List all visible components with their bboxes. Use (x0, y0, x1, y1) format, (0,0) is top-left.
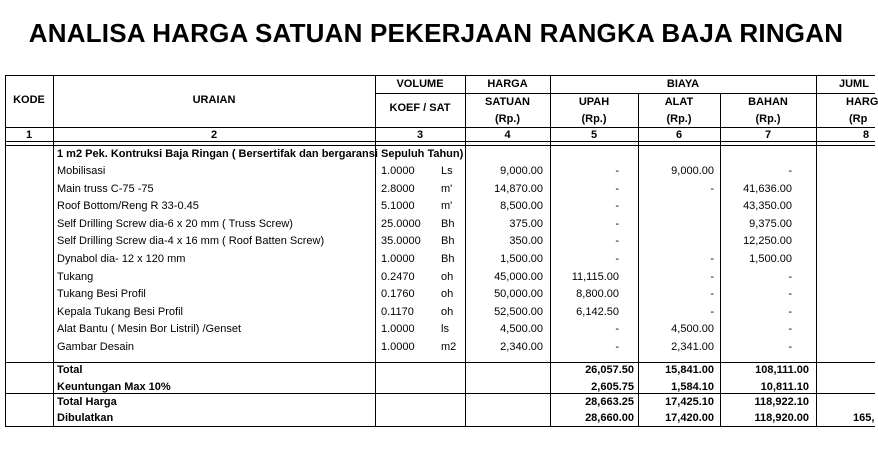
column-number: 8 (863, 129, 870, 141)
item-unit: oh (441, 271, 454, 283)
item-coefficient: 0.1760 (381, 288, 415, 300)
item-material-cost: 43,350.00 (743, 200, 792, 212)
item-equipment-cost: - (710, 288, 714, 300)
item-coefficient: 1.0000 (381, 341, 415, 353)
header-satuan: SATUAN (484, 96, 530, 108)
item-unit: oh (441, 288, 454, 300)
header-alat-rp: (Rp.) (666, 113, 692, 125)
item-coefficient: 5.1000 (381, 200, 415, 212)
item-labor-cost: - (615, 253, 619, 265)
summary-labor: 28,663.25 (585, 396, 634, 408)
item-coefficient: 25.0000 (381, 218, 421, 230)
item-coefficient: 35.0000 (381, 235, 421, 247)
item-unit: Bh (441, 218, 455, 230)
item-coefficient: 0.1170 (381, 306, 414, 318)
item-labor-cost: - (615, 200, 619, 212)
item-labor-cost: - (615, 218, 619, 230)
header-jumlah-rp: (Rp (849, 113, 868, 125)
summary-label: Keuntungan Max 10% (57, 381, 171, 393)
item-coefficient: 0.2470 (381, 271, 415, 283)
summary-labor: 26,057.50 (585, 364, 634, 376)
analysis-table (5, 75, 878, 427)
item-unit-price: 8,500.00 (500, 200, 543, 212)
item-material-cost: - (788, 306, 792, 318)
item-coefficient: 1.0000 (381, 253, 415, 265)
item-unit-price: 45,000.00 (494, 271, 543, 283)
item-unit-price: 350.00 (509, 235, 543, 247)
item-material-cost: - (788, 341, 792, 353)
item-description: Tukang Besi Profil (57, 288, 146, 300)
summary-labor: 28,660.00 (585, 412, 634, 424)
item-unit: Bh (441, 235, 455, 247)
summary-labor: 2,605.75 (591, 381, 634, 393)
item-description: Self Drilling Screw dia-4 x 16 mm ( Roof Batten Screw) (57, 235, 325, 247)
item-unit-price: 14,870.00 (494, 183, 543, 195)
item-description: Self Drilling Screw dia-6 x 20 mm ( Truss Screw) (57, 218, 293, 230)
header-harga: HARGA (487, 78, 528, 90)
item-unit-price: 52,500.00 (494, 306, 543, 318)
item-unit: Bh (441, 253, 455, 265)
item-labor-cost: 8,800.00 (576, 288, 619, 300)
header-bahan: BAHAN (748, 96, 788, 108)
item-description: Kepala Tukang Besi Profil (57, 306, 183, 318)
item-labor-cost: 11,115.00 (571, 271, 619, 283)
header-biaya: BIAYA (666, 78, 700, 90)
header-alat: ALAT (664, 96, 694, 108)
summary-material: 108,111.00 (755, 364, 809, 376)
item-material-cost: 1,500.00 (749, 253, 792, 265)
item-unit: m' (441, 200, 453, 212)
summary-total: 165, (853, 412, 875, 424)
item-unit-price: 1,500.00 (500, 253, 543, 265)
header-bahan-rp: (Rp.) (755, 113, 781, 125)
header-volume: VOLUME (396, 78, 444, 90)
item-material-cost: 12,250.00 (743, 235, 792, 247)
column-number: 2 (210, 129, 218, 141)
item-material-cost: - (788, 288, 792, 300)
item-coefficient: 1.0000 (381, 165, 415, 177)
header-jumlah: JUML (839, 78, 869, 90)
item-unit: ls (441, 323, 449, 335)
item-equipment-cost: - (710, 183, 714, 195)
item-equipment-cost: - (710, 253, 714, 265)
header-kode: KODE (13, 94, 45, 106)
summary-label: Dibulatkan (57, 412, 114, 424)
item-unit-price: 9,000.00 (500, 165, 543, 177)
header-koef-sat: KOEF / SAT (389, 102, 451, 114)
item-equipment-cost: 2,341.00 (671, 341, 714, 353)
header-upah: UPAH (578, 96, 610, 108)
item-unit: m' (441, 183, 453, 195)
column-number: 1 (25, 129, 33, 141)
item-labor-cost: - (615, 235, 619, 247)
item-description: Dynabol dia- 12 x 120 mm (57, 253, 186, 265)
column-number: 5 (590, 129, 598, 141)
item-equipment-cost: - (710, 271, 714, 283)
item-unit: Ls (441, 165, 453, 177)
item-description: Tukang (57, 271, 94, 283)
item-unit-price: 375.00 (509, 218, 543, 230)
item-description: Roof Bottom/Reng R 33-0.45 (57, 200, 199, 212)
summary-label: Total (57, 364, 83, 376)
page-title: ANALISA HARGA SATUAN PEKERJAAN RANGKA BAJA RINGAN (28, 18, 844, 48)
item-unit: oh (441, 306, 454, 318)
header-upah-rp: (Rp.) (581, 113, 607, 125)
item-material-cost: - (788, 165, 792, 177)
item-labor-cost: - (615, 341, 619, 353)
column-number: 7 (764, 129, 772, 141)
item-material-cost: 9,375.00 (749, 218, 792, 230)
item-material-cost: 41,636.00 (743, 183, 792, 195)
item-unit: m2 (441, 341, 457, 353)
header-harga-rp: (Rp.) (494, 113, 521, 125)
summary-material: 118,922.10 (754, 396, 809, 408)
column-number: 4 (504, 129, 511, 141)
item-description: Mobilisasi (57, 165, 106, 177)
column-number: 3 (416, 129, 424, 141)
item-coefficient: 2.8000 (381, 183, 415, 195)
item-equipment-cost: - (710, 306, 714, 318)
summary-equipment: 17,420.00 (665, 412, 714, 424)
header-uraian: URAIAN (192, 94, 236, 106)
item-equipment-cost: 9,000.00 (671, 165, 714, 177)
item-unit-price: 2,340.00 (500, 341, 543, 353)
item-labor-cost: - (615, 183, 619, 195)
header-jumlah-harga: HARG (846, 96, 878, 108)
summary-material: 10,811.10 (760, 381, 809, 393)
summary-material: 118,920.00 (754, 412, 809, 424)
item-description: Alat Bantu ( Mesin Bor Listril) /Genset (57, 323, 242, 335)
item-labor-cost: 6,142.50 (576, 306, 619, 318)
item-description: Gambar Desain (57, 341, 135, 353)
column-number: 6 (675, 129, 683, 141)
summary-equipment: 1,584.10 (671, 381, 714, 393)
item-unit-price: 4,500.00 (500, 323, 543, 335)
section-title: 1 m2 Pek. Kontruksi Baja Ringan ( Bersertifak dan bergaransi Sepuluh Tahun) (57, 148, 464, 160)
item-labor-cost: - (615, 165, 619, 177)
item-equipment-cost: 4,500.00 (671, 323, 714, 335)
item-description: Main truss C-75 -75 (57, 183, 154, 195)
item-coefficient: 1.0000 (381, 323, 415, 335)
item-labor-cost: - (615, 323, 619, 335)
summary-equipment: 17,425.10 (665, 396, 714, 408)
item-material-cost: - (788, 323, 792, 335)
summary-label: Total Harga (57, 396, 117, 408)
item-unit-price: 50,000.00 (494, 288, 543, 300)
summary-equipment: 15,841.00 (665, 364, 714, 376)
item-material-cost: - (788, 271, 792, 283)
